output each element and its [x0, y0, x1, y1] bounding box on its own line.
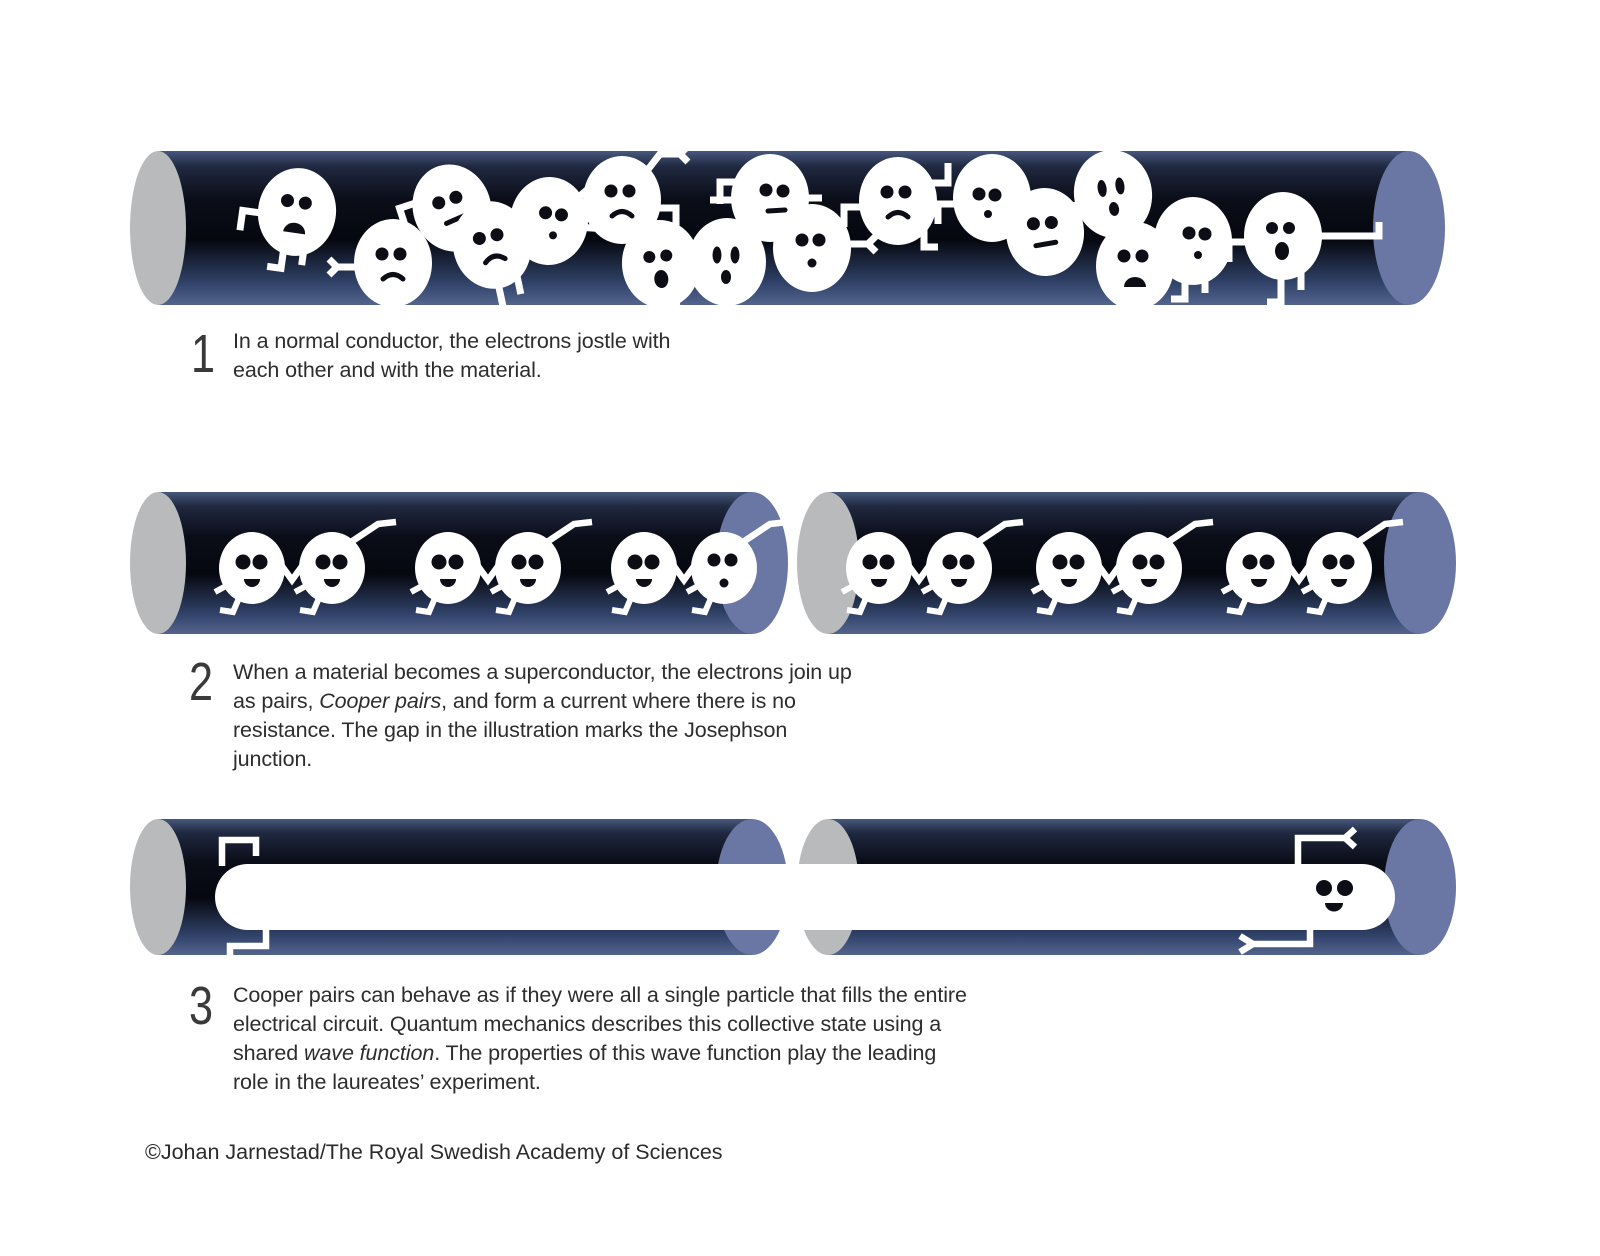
tube-end-cap-blue — [1373, 151, 1445, 305]
step-2-text: When a material becomes a superconductor, the electrons join up as pairs, Cooper pairs, and form a current where there is no resistance. The gap in the illustration marks the Josephson junction. — [233, 660, 852, 771]
step-3-number: 3 — [189, 976, 214, 1036]
tube-end-cap-gray — [130, 819, 186, 955]
step-1-text: In a normal conductor, the electrons jostle with each other and with the material. — [233, 329, 671, 382]
tube-end-cap-blue — [1384, 492, 1456, 634]
tube-end-cap-gray — [130, 492, 186, 634]
tube-end-cap-blue — [1384, 819, 1456, 955]
step-2-number: 2 — [189, 652, 214, 712]
superconductor-tube-right — [797, 492, 1456, 634]
step-3-text: Cooper pairs can behave as if they were all a single particle that fills the entire electrical circuit. Quantum mechanics describes this collective state using a shared wave function. The properties of this wave function play the leading role in the laureates’ experiment. — [233, 983, 967, 1094]
step-1-number: 1 — [191, 324, 216, 384]
copyright-credit: ©Johan Jarnestad/The Royal Swedish Academy of Sciences — [145, 1140, 723, 1164]
superconductor-tube-left — [130, 492, 788, 634]
conductor-tube — [130, 145, 1445, 325]
tube-end-cap-gray — [130, 151, 186, 305]
